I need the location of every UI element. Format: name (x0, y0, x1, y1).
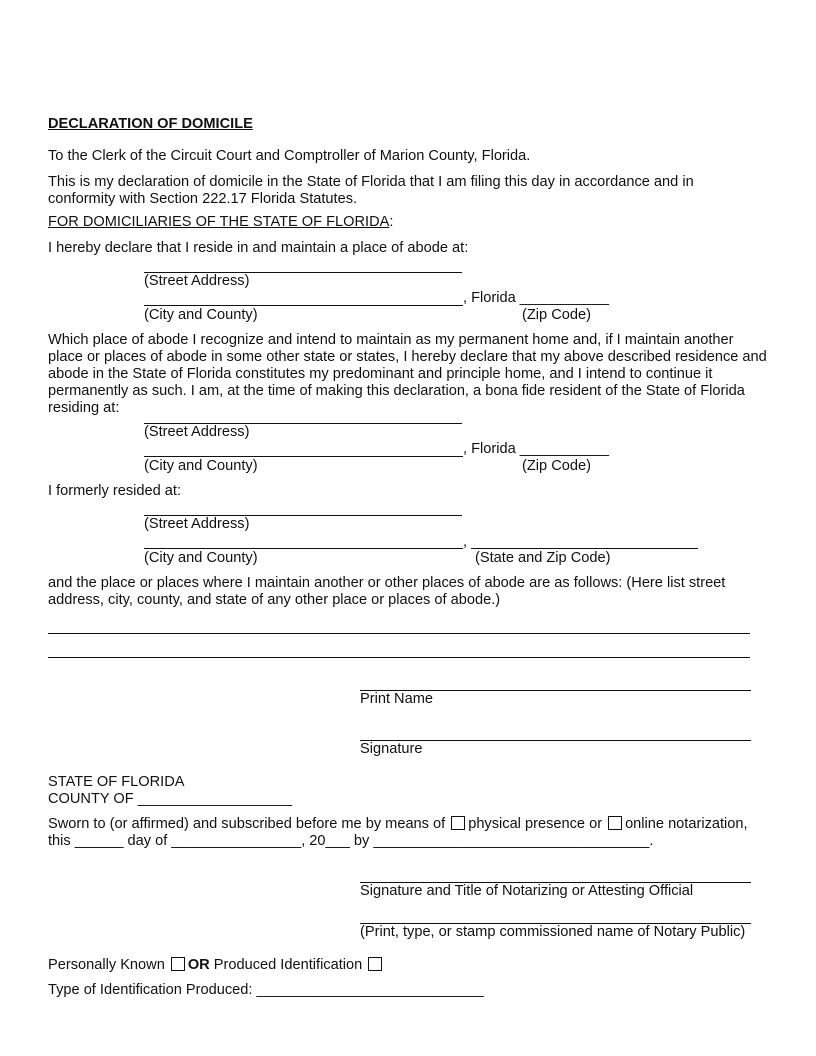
permanent-home-paragraph: Which place of abode I recognize and intend to maintain as my permanent home and, if I maintain another place or places of abode in some other state or states, I hereby declare that my above described residence and abode in the State of Florida constitutes my predominant and principle home, and I intend to continue it permanently as such. I am, at the time of making this declaration, a bona fide resident of the State of Florida residing at: (48, 332, 767, 416)
formerly-resided: I formerly resided at: (48, 483, 182, 499)
street-address-label-2: (Street Address) (144, 424, 250, 440)
state-of-florida: STATE OF FLORIDA (48, 774, 185, 790)
city-county-line-2[interactable] (144, 456, 463, 457)
clerk-address: To the Clerk of the Circuit Court and Comptroller of Marion County, Florida. (48, 148, 531, 164)
identification-row (48, 957, 385, 974)
online-notarization-label: online notarization, (625, 816, 748, 832)
florida-zip-line-2: , Florida ___________ (463, 441, 610, 457)
section-heading-colon: : (389, 214, 394, 230)
other-places-paragraph: and the place or places where I maintain another or other places of abode are as follows: (Here list street address, city, county, and state of any other place or places of abode.) (48, 575, 726, 608)
sworn-text: Sworn to (or affirmed) and subscribed before me by means of (48, 816, 446, 832)
other-places-line-1[interactable] (48, 633, 750, 634)
city-county-label-2: (City and County) (144, 458, 258, 474)
county-of: COUNTY OF ___________________ (48, 791, 292, 807)
former-comma: , (463, 534, 468, 550)
section-heading (48, 214, 393, 231)
zip-code-label-2: (Zip Code) (522, 458, 591, 474)
physical-presence-label: physical presence or (468, 816, 603, 832)
former-state-zip-line[interactable] (471, 548, 698, 549)
print-name-label: Print Name (360, 691, 433, 707)
physical-presence-checkbox[interactable] (451, 816, 465, 830)
signature-label: Signature (360, 741, 423, 757)
personally-known-label: Personally Known (48, 957, 165, 973)
street-address-label-1: (Street Address) (144, 273, 250, 289)
sworn-line-2: this ______ day of ________________, 20___ by __________________________________. (48, 833, 654, 849)
other-places-line-2[interactable] (48, 657, 750, 658)
city-county-label-1: (City and County) (144, 307, 258, 323)
sworn-line-1 (48, 816, 748, 833)
personally-known-checkbox[interactable] (171, 957, 185, 971)
florida-zip-line-1: , Florida ___________ (463, 290, 610, 306)
produced-identification-label: Produced Identification (213, 957, 363, 973)
notary-print-label: (Print, type, or stamp commissioned name of Notary Public) (360, 924, 746, 940)
zip-code-label-1: (Zip Code) (522, 307, 591, 323)
online-notarization-checkbox[interactable] (608, 816, 622, 830)
reside-statement: I hereby declare that I reside in and maintain a place of abode at: (48, 240, 469, 256)
former-city-county-label: (City and County) (144, 550, 258, 566)
former-state-zip-label: (State and Zip Code) (475, 550, 611, 566)
former-street-label: (Street Address) (144, 516, 250, 532)
notary-signature-label: Signature and Title of Notarizing or Attesting Official (360, 883, 694, 899)
page-title: DECLARATION OF DOMICILE (48, 116, 253, 132)
type-of-identification: Type of Identification Produced: ____________________________ (48, 982, 484, 998)
former-city-county-line[interactable] (144, 548, 463, 549)
declaration-intro: This is my declaration of domicile in the State of Florida that I am filing this day in accordance and in conformity with Section 222.17 Florida Statutes. (48, 174, 694, 207)
section-heading-text: FOR DOMICILIARIES OF THE STATE OF FLORIDA (48, 214, 390, 230)
produced-identification-checkbox[interactable] (368, 957, 382, 971)
city-county-line-1[interactable] (144, 305, 463, 306)
or-label: OR (187, 957, 210, 973)
